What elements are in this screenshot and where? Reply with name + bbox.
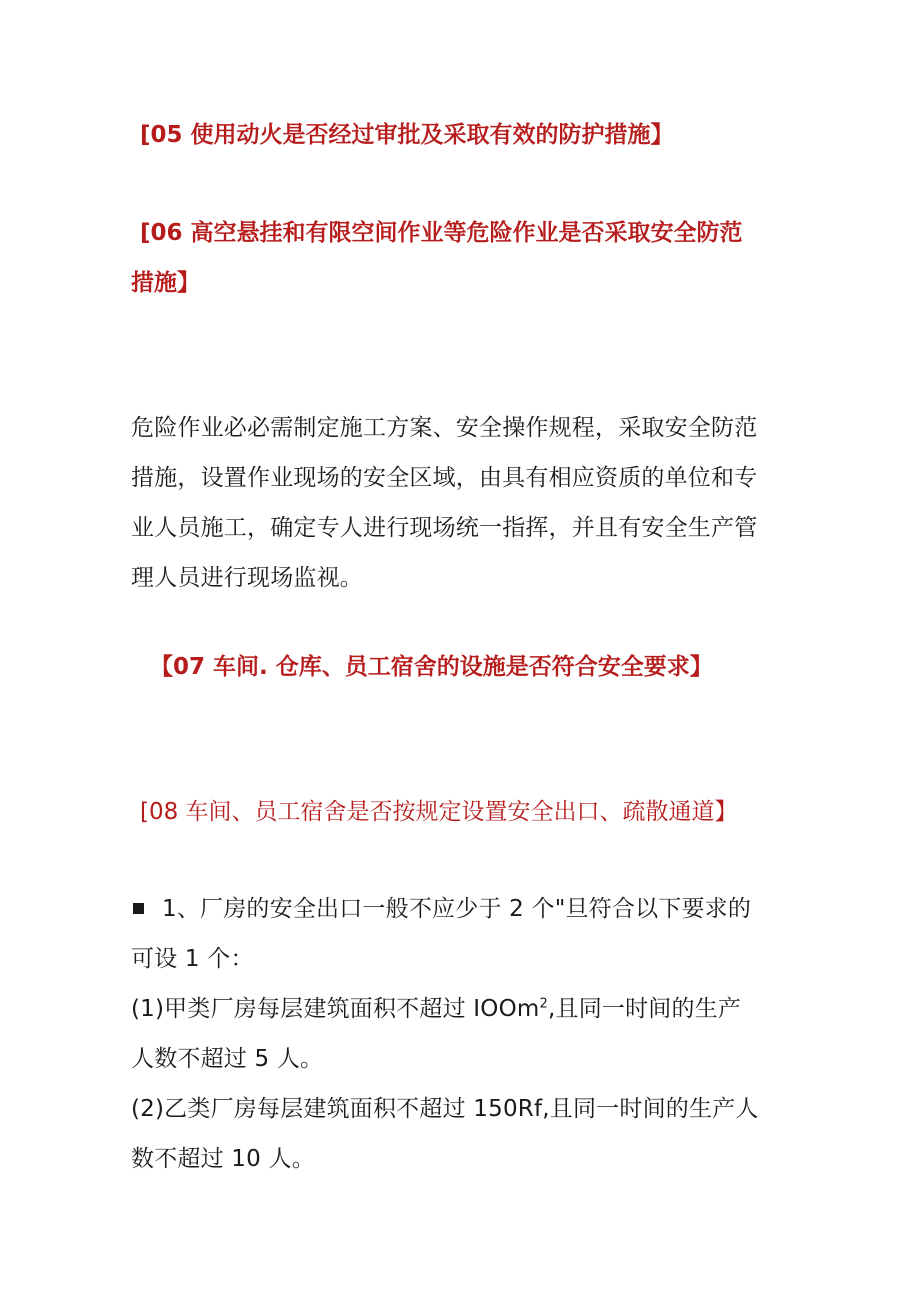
paragraph-line: 危险作业必必需制定施工方案、安全操作规程，采取安全防范 — [131, 415, 758, 441]
exit-sub-1-text-a: (1)甲类厂房每层建筑面积不超过 IOOm — [131, 996, 540, 1022]
paragraph-line: 业人员施工，确定专人进行现场统一指挥，并且有安全生产管 — [131, 515, 758, 541]
paragraph-line: 措施，设置作业现场的安全区域，由具有相应资质的单位和专 — [131, 465, 758, 491]
square-bullet-icon — [133, 903, 144, 914]
superscript: 2 — [539, 996, 548, 1012]
heading-06-line2: 措施】 — [131, 270, 200, 296]
exit-item-1-line2: 可设 1 个： — [131, 946, 254, 972]
heading-05: [05 使用动火是否经过审批及采取有效的防护措施】 — [140, 122, 674, 148]
exit-sub-1-line1 — [131, 984, 796, 1034]
exit-item-1-line1 — [131, 884, 796, 934]
heading-06-line1: [06 高空悬挂和有限空间作业等危险作业是否采取安全防范 — [140, 220, 743, 246]
paragraph-line: 理人员进行现场监视。 — [131, 565, 363, 591]
heading-08: [08 车间、员工宿舍是否按规定设置安全出口、疏散通道】 — [140, 799, 738, 825]
hazard-paragraph — [131, 403, 796, 603]
exit-sub-2-line2: 数不超过 10 人。 — [131, 1146, 315, 1172]
exit-sub-1-text-b: ,且同一时间的生产 — [547, 996, 742, 1022]
exit-item-1-text: 1、厂房的安全出口一般不应少于 2 个"旦符合以下要求的 — [162, 896, 752, 922]
exit-sub-1-line2: 人数不超过 5 人。 — [131, 1046, 324, 1072]
exit-requirements — [131, 884, 796, 1184]
exit-sub-2-line1: (2)乙类厂房每层建筑面积不超过 150Rf,且同一时间的生产人 — [131, 1096, 759, 1122]
heading-07: 【07 车间. 仓库、员工宿舍的设施是否符合安全要求】 — [150, 654, 713, 680]
